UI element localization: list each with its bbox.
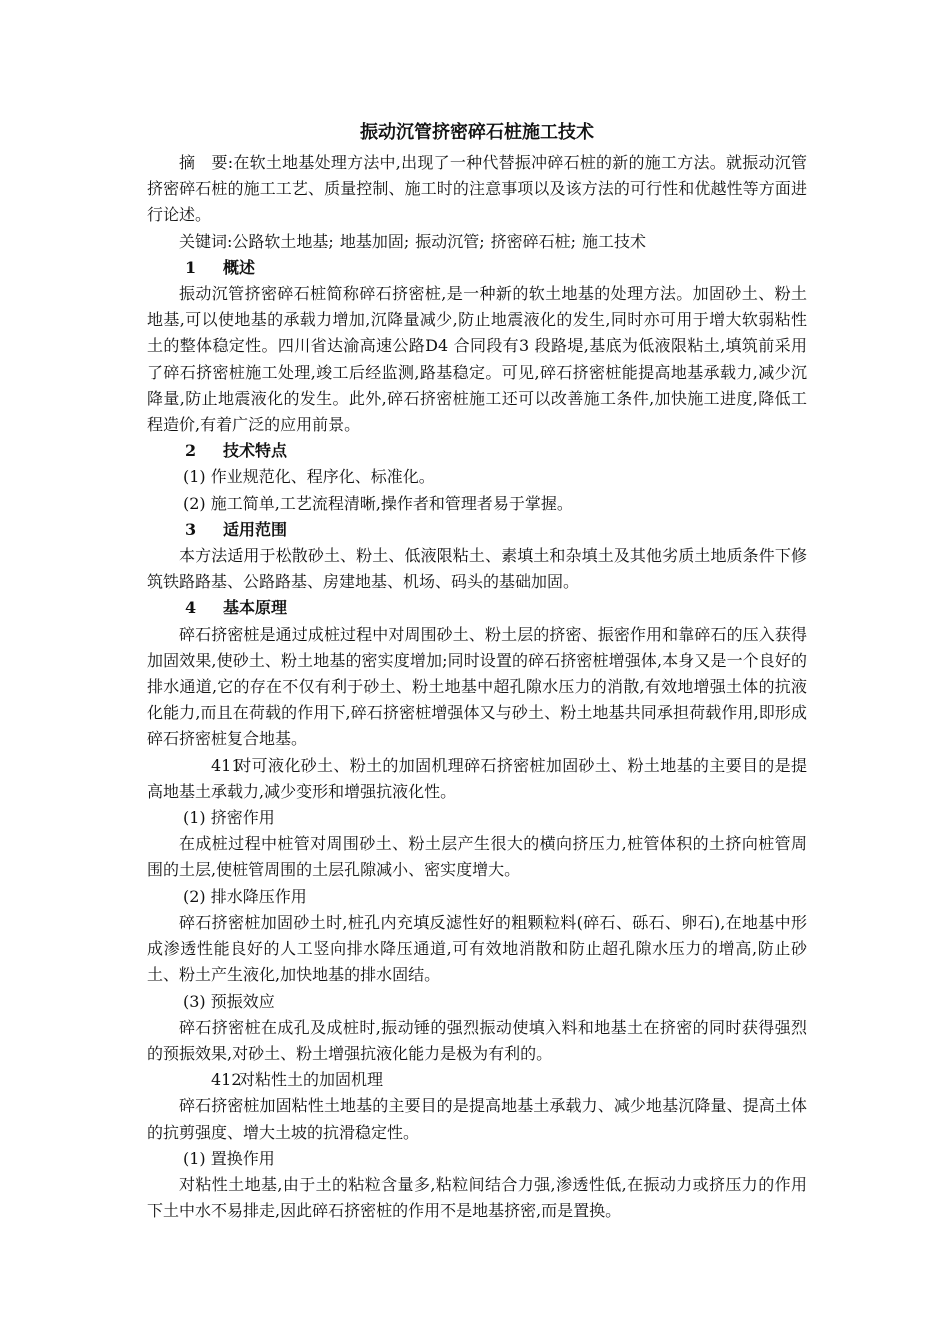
keyword: 地基加固;: [339, 231, 410, 251]
section-number: 2: [185, 441, 197, 461]
keyword: 挤密碎石桩;: [490, 231, 577, 251]
section-heading-4: [147, 595, 807, 621]
list-item-paragraph: 对粘性土地基,由于土的粘粒含量多,粘粒间结合力强,渗透性低,在振动力或挤压力的作用下土中水不易排走,因此碎石挤密桩的作用不是地基挤密,而是置换。: [147, 1174, 807, 1221]
subsection-number: 411: [211, 755, 242, 775]
abstract-text: 在软土地基处理方法中,出现了一种代替振冲碎石桩的新的施工方法。就振动沉管挤密碎石桩的施工工艺、质量控制、施工时的注意事项以及该方法的可行性和优越性等方面进行论述。: [147, 153, 807, 225]
list-item-label: (3) 预振效应: [183, 991, 275, 1011]
section-number: 3: [185, 519, 197, 539]
keyword: 施工技术: [582, 231, 647, 251]
section-heading-3: [147, 517, 807, 543]
subsection-text: 对可液化砂土、粉土的加固机理碎石挤密桩加固砂土、粉土地基的主要目的是提高地基土承载力,减少变形和增强抗液化性。: [147, 755, 807, 801]
section-title: 概述: [223, 257, 256, 277]
list-item-label: (1) 挤密作用: [183, 808, 275, 828]
list-item-paragraph: 碎石挤密桩加固砂土时,桩孔内充填反滤性好的粗颗粒料(碎石、砾石、卵石),在地基中形成渗透性能良好的人工竖向排水降压通道,可有效地消散和防止超孔隙水压力的增高,防止砂土、粉土产生液化,加快地基的排水固结。: [147, 912, 807, 985]
subsection-412-heading: [147, 1067, 807, 1093]
section-title: 技术特点: [223, 441, 288, 461]
list-item: (2) 施工简单,工艺流程清晰,操作者和管理者易于掌握。: [183, 493, 573, 513]
abstract-paragraph: [147, 150, 807, 229]
section-title: 基本原理: [223, 598, 288, 618]
list-item: (1) 作业规范化、程序化、标准化。: [183, 467, 435, 487]
section-heading-2: [147, 438, 807, 464]
keywords-label: 关键词:: [179, 231, 233, 251]
section-number: 1: [185, 257, 197, 277]
section-heading-1: [147, 255, 807, 281]
list-item-paragraph: 碎石挤密桩在成孔及成桩时,振动锤的强烈振动使填入料和地基土在挤密的同时获得强烈的预振效果,对砂土、粉土增强抗液化能力是极为有利的。: [147, 1017, 807, 1063]
section-title: 适用范围: [223, 519, 288, 539]
abstract-label: 摘 要:: [179, 153, 234, 172]
list-item-paragraph: 在成桩过程中桩管对周围砂土、粉土层产生很大的横向挤压力,桩管体积的土挤向桩管周围的土层,使桩管周围的土层孔隙减小、密实度增大。: [147, 834, 807, 880]
section-4-paragraph: 碎石挤密桩是通过成桩过程中对周围砂土、粉土层的挤密、振密作用和靠碎石的压入获得加固效果,使砂土、粉土地基的密实度增加;同时设置的碎石挤密桩增强体,本身又是一个良好的排水通道,它的存在不仅有利于砂土、粉土地基中超孔隙水压力的消散,有效地增强土体的抗液化能力,而且在荷载的作用下,碎石挤密桩增强体又与砂土、粉土地基共同承担荷载作用,即形成碎石挤密桩复合地基。: [147, 624, 807, 749]
subsection-411-paragraph: [147, 753, 807, 805]
keywords-paragraph: [147, 229, 807, 255]
subsection-412-paragraph: 碎石挤密桩加固粘性土地基的主要目的是提高地基土承载力、减少地基沉降量、提高土体的抗剪强度、增大土坡的抗滑稳定性。: [147, 1096, 807, 1142]
section-number: 4: [185, 598, 197, 618]
keyword: 振动沉管;: [415, 231, 485, 251]
list-item-label: (1) 置换作用: [183, 1148, 275, 1168]
document-title: 振动沉管挤密碎石桩施工技术: [360, 122, 594, 143]
section-1-paragraph: 振动沉管挤密碎石桩简称碎石挤密桩,是一种新的软土地基的处理方法。加固砂土、粉土地基,可以使地基的承载力增加,沉降量减少,防止地震液化的发生,同时亦可用于增大软弱粘性土的整体稳定性。四川省达渝高速公路D4 合同段有3 段路堤,基底为低液限粘土,填筑前采用了碎石挤密桩施工处理,竣工后经监测,路基稳定。可见,碎石挤密桩能提高地基承载力,减少沉降量,防止地震液化的发生。此外,碎石挤密桩施工还可以改善施工条件,加快施工进度,降低工程造价,有着广泛的应用前景。: [147, 284, 807, 435]
list-item-label: (2) 排水降压作用: [183, 886, 307, 906]
subsection-number: 412: [211, 1070, 242, 1090]
keyword: 公路软土地基;: [232, 231, 334, 251]
section-3-paragraph: 本方法适用于松散砂土、粉土、低液限粘土、素填土和杂填土及其他劣质土地质条件下修筑铁路路基、公路路基、房建地基、机场、码头的基础加固。: [147, 546, 807, 592]
subsection-title: 对粘性土的加固机理: [239, 1070, 384, 1090]
document-page: [147, 118, 807, 1224]
